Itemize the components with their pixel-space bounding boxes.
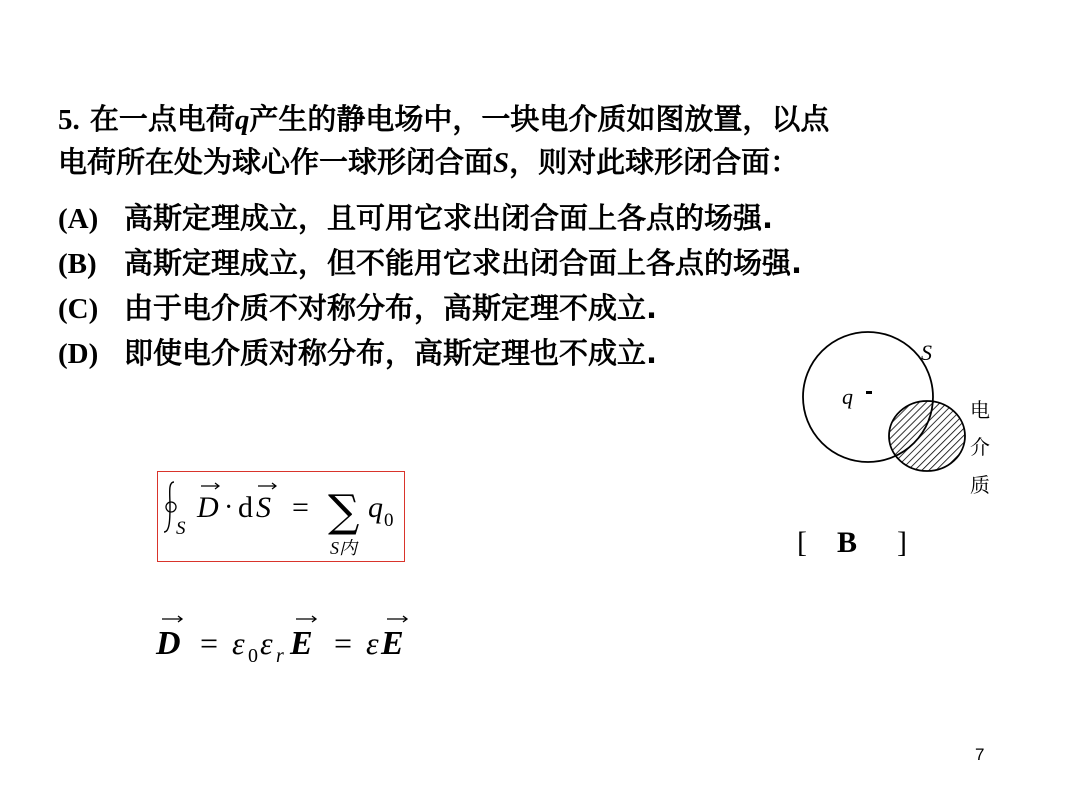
displacement-relation-formula [150,610,430,670]
option-d [58,331,802,376]
option-key: (D) [58,338,99,370]
equals-sign: = [200,625,219,661]
point-charge [866,391,872,394]
dielectric-label-char-3: 质 [970,473,990,497]
charge-label: q [842,384,853,409]
answer-value: B [837,526,858,559]
dielectric-label-char-2: 介 [970,435,990,459]
vector-e-bold: E [290,625,313,662]
option-key: (C) [58,293,99,325]
answer-right-bracket: ] [897,526,908,559]
gauss-law-formula-box [157,471,405,562]
vector-e-bold: E [381,625,404,662]
epsilon: ε [366,625,379,661]
question-text-1b: 产生的静电场中，一块电介质如图放置，以点 [249,102,830,136]
option-b [58,241,802,286]
differential-d: d [238,491,253,524]
vector-arrow-d [201,483,219,489]
dielectric-body [889,401,965,471]
option-text: 高斯定理成立，且可用它求出闭合面上各点的场强. [124,201,774,235]
vector-arrow-d [162,616,182,622]
dot-operator: · [224,492,234,523]
question-line-2 [58,141,1038,184]
charge-q-subscript: 0 [384,510,394,531]
equals-sign: = [292,491,309,524]
question-number: 5. [58,104,80,136]
epsilon-r-subscript: r [276,645,284,667]
summation-sign: ∑ [328,486,360,537]
option-key: (B) [58,248,97,280]
option-text: 即使电介质对称分布，高斯定理也不成立. [124,336,658,370]
answer-bracket [797,526,907,560]
equals-sign: = [334,625,353,661]
question-text-1a: 在一点电荷 [89,102,235,136]
option-c [58,286,802,331]
charge-variable: q [234,104,250,136]
answer-left-bracket: [ [797,526,807,559]
vector-d-bold: D [156,625,181,662]
vector-arrow-e [387,616,407,622]
page-number: 7 [975,745,985,764]
surface-variable: S [493,147,510,179]
vector-arrow-s [258,483,276,489]
question-text [58,98,1038,184]
question-text-2a: 电荷所在处为球心作一球形闭合面 [58,145,494,179]
charge-q: q [368,491,383,524]
gauss-law-formula [158,472,406,563]
gauss-surface-diagram [800,330,1020,520]
integral-circle [166,502,176,512]
integral-subscript: S [176,518,186,539]
option-key: (A) [58,203,99,235]
option-text: 由于电介质不对称分布，高斯定理不成立. [124,291,658,325]
options-list [58,196,802,376]
vector-s: S [256,491,271,524]
epsilon-r: ε [260,625,273,661]
option-text: 高斯定理成立，但不能用它求出闭合面上各点的场强. [124,246,803,280]
vector-arrow-e [296,616,316,622]
epsilon-zero-subscript: 0 [248,645,258,667]
surface-label: S [921,340,932,365]
epsilon-zero: ε [232,625,245,661]
dielectric-label-char-1: 电 [970,398,990,422]
gauss-surface-circle [803,332,933,462]
question-text-2b: ，则对此球形闭合面： [509,145,800,179]
vector-d: D [197,491,219,524]
question-line-1 [58,98,1038,141]
summation-subscript: S内 [330,538,357,558]
option-a [58,196,802,241]
